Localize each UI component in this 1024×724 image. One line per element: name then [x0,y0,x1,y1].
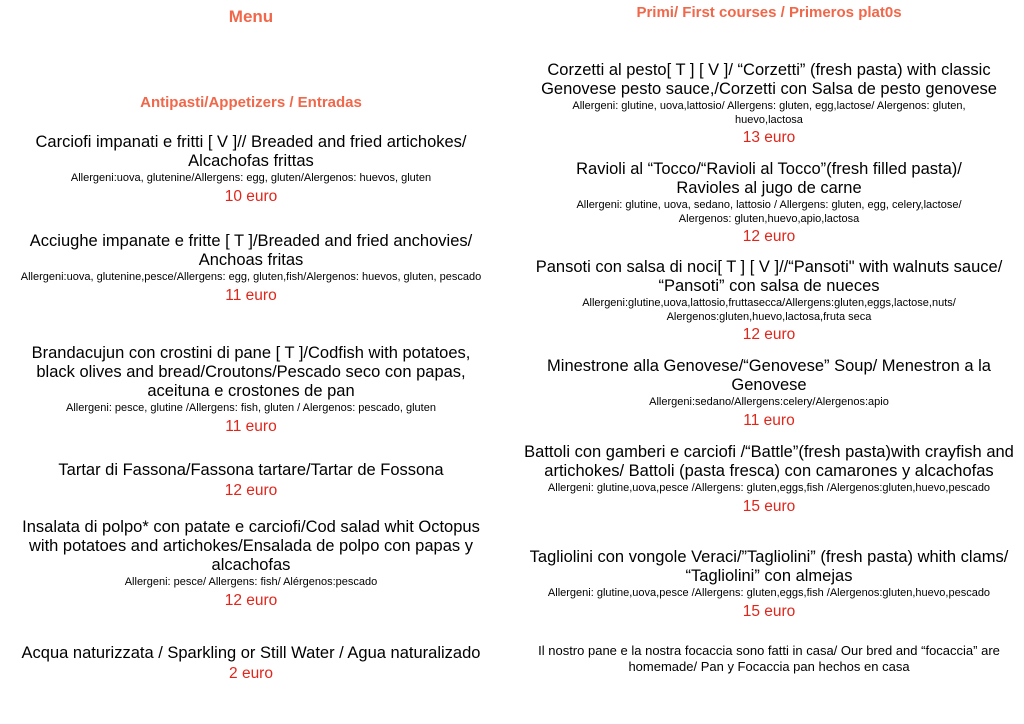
item-allergens: Allergeni:uova, glutenine/Allergens: egg, gluten/Alergenos: huevos, gluten [70,172,432,184]
item-allergens: Allergeni: glutine, uova, sedano, lattosio / Allergens: gluten, egg, celery,lactose/ Alergenos: gluten,huevo,apio,lactosa [576,199,962,225]
item-price: 13 euro [742,129,796,146]
menu-item [514,61,1024,147]
menu-item [514,443,1024,516]
menu-item [514,357,1024,430]
item-name: Tartar di Fassona/Fassona tartare/Tartar de Fossona [58,461,444,479]
item-name: Brandacujun con crostini di pane [ T ]/Codfish with potatoes, black olives and bread/Croutons/Pescado seco con papas, aceituna e crostones de pan [31,344,471,400]
menu-item [514,258,1024,344]
item-allergens: Allergeni: pesce/ Allergens: fish/ Alérgenos:pescado [124,576,378,588]
menu-item [0,133,502,206]
item-name: Insalata di polpo* con patate e carciofi/Cod salad whit Octopus with potatoes and artichokes/Ensalada de polpo con papas y alcachofas [22,518,480,574]
homemade-bread-note: Il nostro pane e la nostra focaccia sono fatti in casa/ Our bred and “focaccia” are homemade/ Pan y Focaccia pan hechos en casa [538,643,1000,674]
menu-item [0,344,502,436]
item-price: 11 euro [225,286,277,304]
item-price: 12 euro [742,326,796,343]
item-price: 12 euro [742,228,796,245]
item-price: 10 euro [224,187,278,205]
item-allergens: Allergeni: glutine,uova,pesce /Allergens: gluten,eggs,fish /Alergenos:gluten,huevo,pescado [547,587,991,599]
item-name: Carciofi impanati e fritti [ V ]// Breaded and fried artichokes/ Alcachofas frittas [35,133,467,170]
menu-item [514,548,1024,621]
item-name: Minestrone alla Genovese/“Genovese” Soup/ Menestron a la Genovese [547,357,991,394]
item-name: Acqua naturizzata / Sparkling or Still Water / Agua naturalizado [21,644,481,662]
item-name: Battoli con gamberi e carciofi /“Battle”(fresh pasta)with crayfish and artichokes/ Battoli (pasta fresca) con camarones y alcachofas [524,443,1014,480]
menu-title: Menu [228,7,274,26]
item-name: Corzetti al pesto[ T ] [ V ]/ “Corzetti” (fresh pasta) with classic Genovese pesto sauce,/Corzetti con Salsa de pesto genovese [541,61,997,98]
menu-item [0,518,502,610]
item-allergens: Allergeni: glutine, uova,lattosio/ Allergens: gluten, egg,lactose/ Alergenos: gluten, huevo,lactosa [572,100,966,126]
item-allergens: Allergeni:sedano/Allergens:celery/Alergenos:apio [649,396,889,408]
item-allergens: Allergeni:uova, glutenine,pesce/Allergens: egg, gluten,fish/Alergenos: huevos, gluten, pescado [20,271,482,283]
antipasti-section-title: Antipasti/Appetizers / Entradas [140,94,362,111]
item-name: Acciughe impanate e fritte [ T ]/Breaded and fried anchovies/ Anchoas fritas [29,232,473,269]
item-price: 11 euro [225,417,277,435]
primi-section-title: Primi/ First courses / Primeros plat0s [636,4,902,21]
item-price: 11 euro [743,411,795,429]
item-price: 12 euro [224,591,278,609]
menu-item [0,644,502,683]
item-allergens: Allergeni: pesce, glutine /Allergens: fish, gluten / Alergenos: pescado, gluten [66,402,436,414]
item-name: Tagliolini con vongole Veraci/”Tagliolini” (fresh pasta) whith clams/ “Tagliolini” con almejas [529,548,1009,585]
item-allergens: Allergeni: glutine,uova,pesce /Allergens: gluten,eggs,fish /Alergenos:gluten,huevo,pescado [547,482,991,494]
menu-item [0,461,502,500]
menu-item [514,160,1024,246]
item-name: Pansoti con salsa di noci[ T ] [ V ]//“Pansoti" with walnuts sauce/ “Pansoti” con salsa de nueces [535,258,1003,295]
item-price: 2 euro [229,665,273,682]
item-allergens: Allergeni:glutine,uova,lattosio,fruttasecca/Allergens:gluten,eggs,lactose,nuts/ Alergenos:gluten,huevo,lactosa,fruta seca [582,297,956,323]
menu-item [0,232,502,305]
item-price: 12 euro [224,482,278,499]
item-price: 15 euro [742,497,796,515]
item-name: Ravioli al “Tocco/“Ravioli al Tocco”(fresh filled pasta)/ Ravioles al jugo de carne [576,160,962,197]
item-price: 15 euro [742,602,796,620]
